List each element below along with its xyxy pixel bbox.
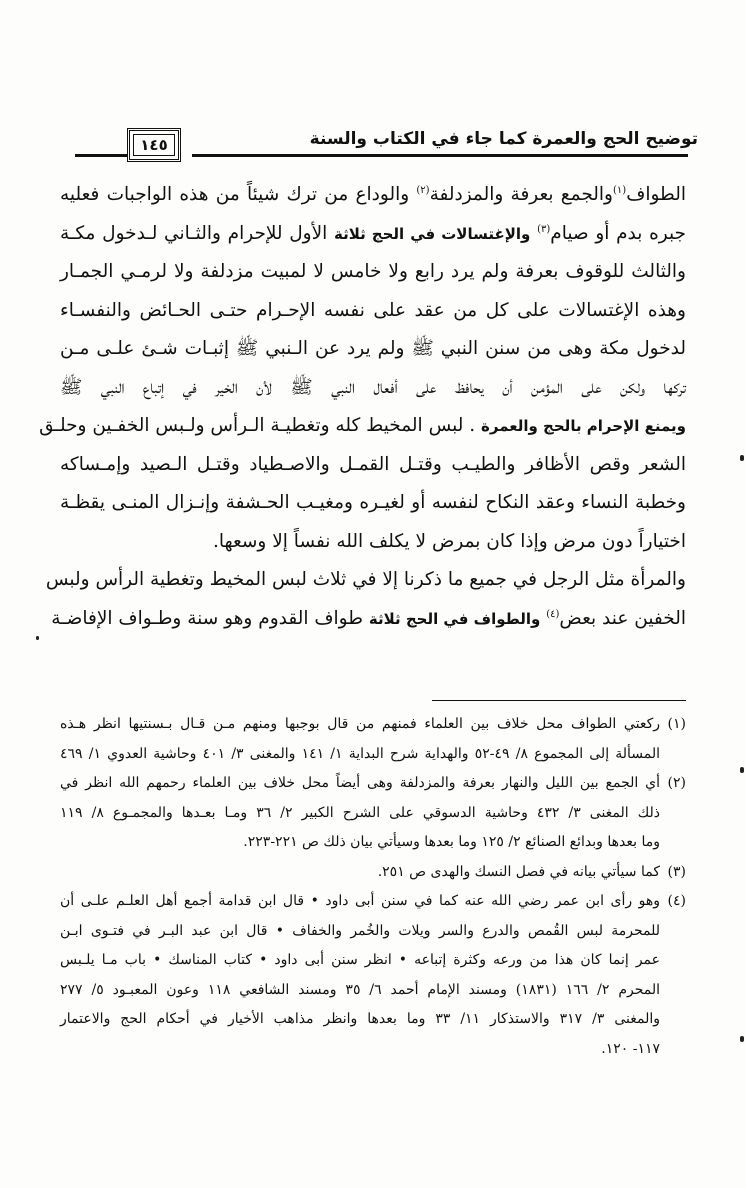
page-number-frame	[127, 128, 181, 162]
body-line: والمرأة مثل الرجل في جميع ما ذكرنا إلا في ثلاث لبس المخيط وتغطية الرأس ولبس	[45, 569, 686, 590]
footnote-line: وما بعدها وبدائع الصنائع ٢/ ١٢٥ وما بعدها وسيأتي بيان ذلك ص ٢٢١-٢٢٣.	[243, 834, 660, 850]
footnote	[60, 858, 686, 888]
footnote-line: ذلك المغنى ٣/ ٤٣٢ وحاشية الدسوقي على الشرح الكبير ٢/ ٣٦ ومـا بعـدها والمجمـوع ٨/ ١١٩	[60, 804, 661, 821]
body-line: اختياراً دون مرض وإذا كان بمرض لا يكلف الله نفساً إلا وسعها.	[212, 530, 686, 552]
footnote-line: أي الجمع بين الليل والنهار بعرفة والمزدلفة وهى أيضاً محل خلاف بين العلماء رحمهم الله انظر في	[60, 775, 660, 791]
body-line: الخفين عند بعض$^{(٤)}$ والطواف في الحج ثلاثة طواف القدوم وهو سنة وطـواف الإفاضـة	[51, 607, 686, 629]
footnote-line: المحرم ٢/ ١٦٦ (١٨٣١) ومسند الإمام أحمد ٦/ ٣٥ ومسند الشافعي ١١٨ وعون المعبـود ٥/ ٢٧٧	[60, 981, 661, 998]
running-title: توضيح الحج والعمرة كما جاء في الكتاب والسنة	[309, 129, 698, 149]
footnote-ref: (٣)	[537, 223, 551, 235]
footnote-number: (٢)	[667, 775, 686, 791]
margin-scan-mark	[36, 636, 39, 640]
margin-scan-mark	[740, 767, 744, 773]
footnotes	[60, 710, 686, 1064]
footnote	[60, 769, 686, 858]
body-line: الشعر وقص الأظافر والطيـب وقتـل القمـل والاصـطياد وقتـل الـصيد وإمـساكه	[60, 453, 686, 475]
body-text	[39, 176, 687, 638]
footnote-ref: (١)	[613, 184, 627, 196]
body-line: الطواف$^{(١)}$والجمع بعرفة والمزدلفة$^{(٢)}$ والوداع من ترك شيئاً من هذه الواجبات فعليه	[60, 184, 687, 205]
header-rule-left	[75, 154, 127, 157]
footnote-ref: (٢)	[416, 184, 430, 196]
footnote-line: وهو رأى ابن عمر رضي الله عنه كما في سنن أبى داود • قال ابن قدامة أجمع أهل العلـم علـى أن	[60, 893, 660, 909]
body-line: جبره بدم أو صيام$^{(٣)}$ والإغتسالات في الحج ثلاثة الأول للإحرام والثـاني لـدخول مكـة	[60, 222, 686, 244]
bold-heading: والإغتسالات في الحج ثلاثة	[334, 224, 531, 243]
footnote-line: للمحرمة لبس القُمص والدرع والسر ويلات والخُمر والخفاف • قال ابن عبد البـر في فتـوى ابـن	[60, 922, 660, 939]
footnote-ref: (٤)	[546, 608, 560, 620]
footnote-number: (٣)	[667, 863, 686, 880]
footnote-number: (١)	[667, 716, 686, 732]
footnote-line: ركعتي الطواف محل خلاف بين العلماء فمنهم من قال بوجبها ومنهم مـن قـال بـسنتيها انظر هـذه	[60, 716, 660, 732]
footnote	[60, 887, 686, 1064]
footnote-line: كما سيأتي بيانه في فصل النسك والهدى ص ٢٥١.	[377, 863, 660, 880]
body-line: تركها ولكن على المؤمن أن يحافظ على أفعال النبي ﷺ لأن الخير في إتباع النبي ﷺ	[60, 376, 686, 398]
footnote-line: والمغنى ٣/ ٣١٧ والاستذكار ١١/ ٣٣ وما بعدها وانظر مذاهب الأخيار في أحكام الحج والاعتمار	[60, 1011, 661, 1027]
footnote-line: المسألة إلى المجموع ٨/ ٤٩-٥٢ والهداية شرح البداية ١/ ١٤١ والمغنى ٣/ ٤٠١ وحاشية العدوي ١/ ٤٦٩	[60, 745, 661, 762]
margin-scan-mark	[740, 1036, 744, 1042]
body-line: لدخول مكة وهى من سنن النبي ﷺ ولم يرد عن الـنبي ﷺ إثبـات شـئ علـى مـن	[60, 338, 686, 359]
footnote-line: عمر إنما كان هذا من ورعه وكثرة إتباعه • انظر سنن أبى داود • كتاب المناسك • باب مـا يلـبس	[60, 952, 660, 968]
body-line: والثالث للوقوف بعرفة ولم يرد رابع ولا خامس لا لمبيت مزدلفة ولا لرمـي الجمـار	[60, 261, 686, 282]
footnote-number: (٤)	[667, 893, 686, 909]
bold-heading: والطواف في الحج ثلاثة	[368, 609, 541, 628]
body-line: ويمنع الإحرام بالحج والعمرة . لبس المخيط كله وتغطيـة الـرأس ولـبس الخفـين وحلـق	[39, 415, 686, 436]
body-line: وخطبة النساء وعقد النكاح لنفسه أو لغيـره ومغيـب الحـشفة وإنـزال المنـى يقظـة	[60, 492, 686, 513]
margin-scan-mark	[740, 455, 744, 461]
footnote-separator	[432, 700, 686, 701]
bold-heading: ويمنع الإحرام بالحج والعمرة	[481, 417, 686, 435]
footnote-line: ١١٧- ١٢٠.	[601, 1040, 660, 1057]
page-number: ١٤٥	[133, 134, 175, 156]
footnote	[60, 710, 686, 769]
header-rule-right	[192, 154, 688, 157]
body-line: وهذه الإغتسالات على كل من عقد على نفسه الإحـرام حتـى الحـائض والنفسـاء	[60, 299, 686, 321]
